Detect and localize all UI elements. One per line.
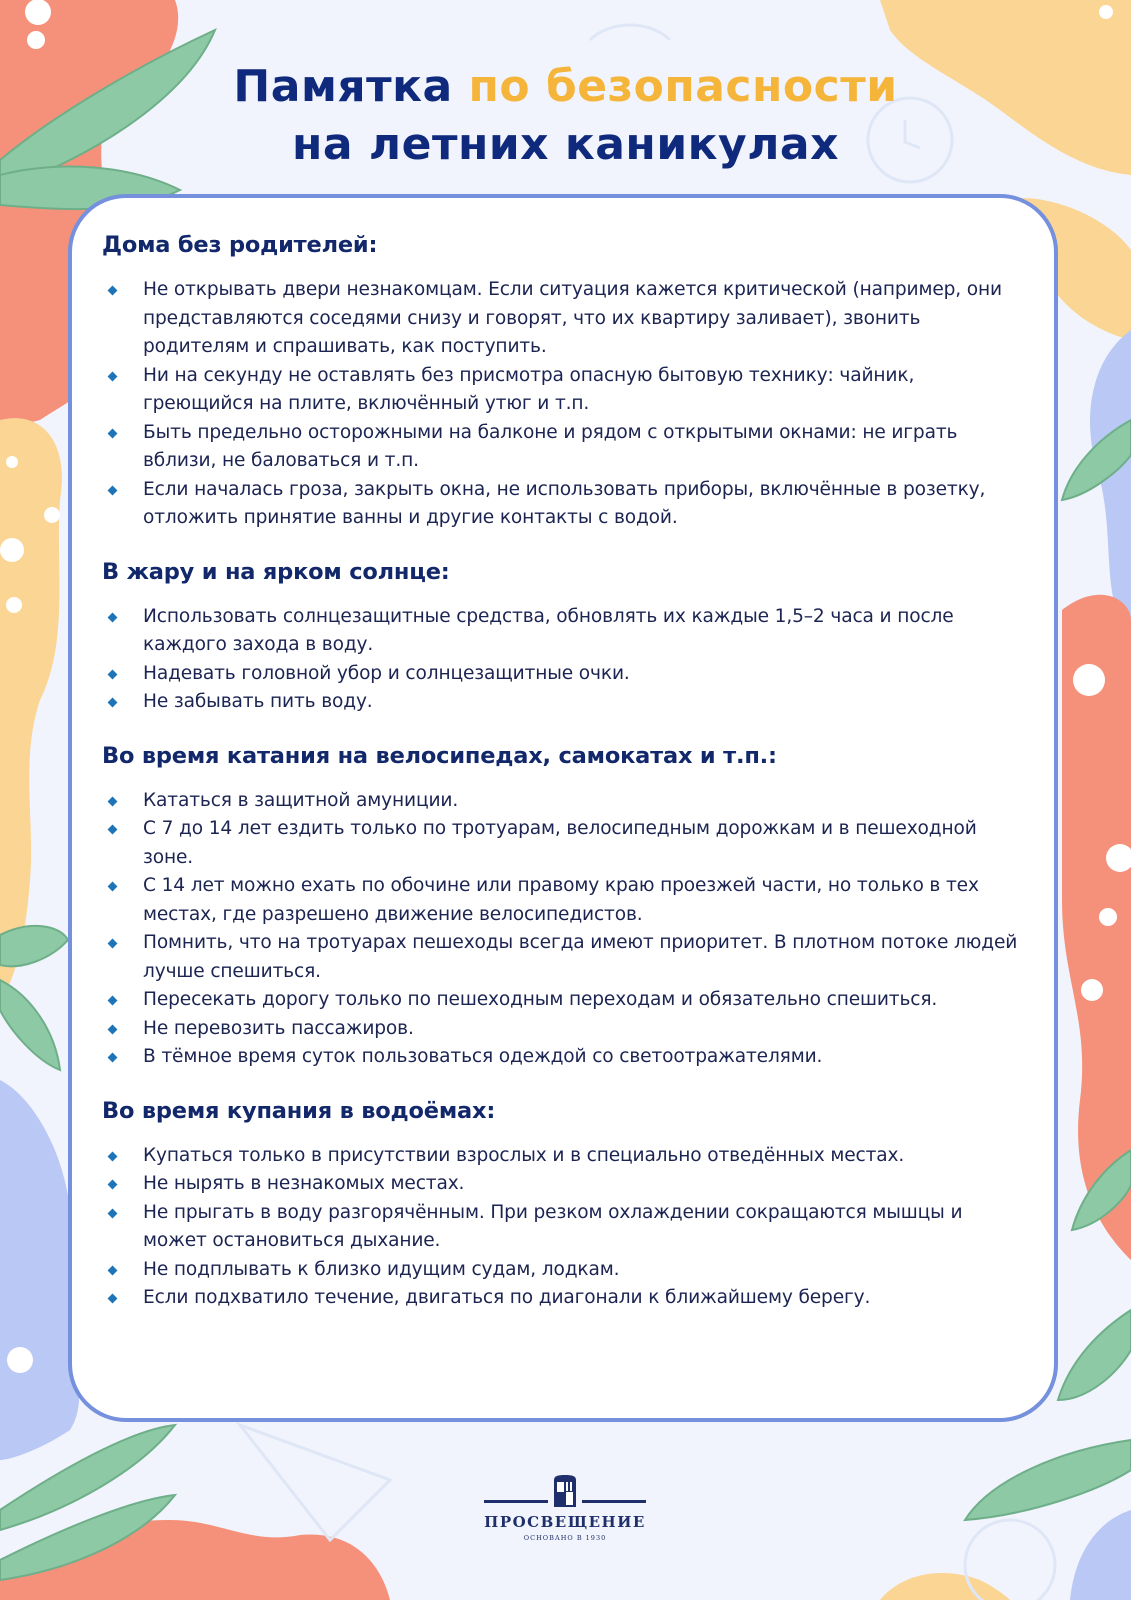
diamond-bullet-icon (108, 371, 118, 381)
leaf-bottom-right-2 (965, 1440, 1131, 1520)
list-item (102, 1284, 1024, 1313)
list-item-text: Если началась гроза, закрыть окна, не использовать приборы, включённые в розетку, отложить принятие ванны и другие контакты с водой. (143, 478, 986, 528)
list-item-text: Не забывать пить воду. (143, 691, 373, 712)
title-accent: по безопасности (468, 61, 898, 112)
list-item (102, 660, 1024, 689)
publisher-logo (484, 1474, 646, 1544)
diamond-bullet-icon (108, 1208, 118, 1218)
list-item-text: Не перевозить пассажиров. (143, 1017, 414, 1039)
diamond-bullet-icon (108, 612, 118, 622)
list-item (102, 1199, 1024, 1256)
leaf-left-middle (0, 926, 68, 966)
publisher-shield-icon (551, 1474, 579, 1508)
section-heading: Дома без родителей: (102, 232, 378, 258)
diamond-bullet-icon (108, 882, 118, 892)
list-item (102, 419, 1024, 476)
list-item (102, 986, 1024, 1015)
list-item-text: Не прыгать в воду разгорячённым. При резком охлаждении сокращаются мышцы и может остановиться дыхание. (143, 1201, 963, 1251)
diamond-bullet-icon (108, 1053, 118, 1063)
list-item-text: Использовать солнцезащитные средства, обновлять их каждые 1,5–2 часа и после каждого захода в воду. (143, 605, 954, 655)
diamond-bullet-icon (108, 1265, 118, 1275)
section-heading: Во время катания на велосипедах, самокатах и т.п.: (102, 742, 777, 769)
list-item-text: Не открывать двери незнакомцам. Если ситуация кажется критической (например, они представляются соседями снизу и говорят, что их квартиру заливает), звонить родителям и спрашивать, как поступить. (143, 279, 1002, 357)
list-item (102, 276, 1024, 362)
diamond-bullet-icon (108, 996, 118, 1006)
page-title (0, 58, 1131, 174)
bullet-list (102, 1142, 1024, 1313)
list-item-text: Кататься в защитной амуниции. (143, 789, 459, 811)
list-item-text: Ни на секунду не оставлять без присмотра опасную бытовую технику: чайник, греющийся на плите, включённый утюг и т.п. (143, 364, 915, 414)
safety-memo-card (68, 194, 1058, 1422)
list-item (102, 1015, 1024, 1044)
list-item-text: С 7 до 14 лет ездить только по тротуарам, велосипедным дорожкам и в пешеходной зоне. (143, 818, 977, 868)
list-item (102, 1170, 1024, 1199)
logo-rule-right (582, 1500, 646, 1503)
leaf-left-lower (0, 980, 60, 1070)
list-item (102, 476, 1024, 533)
list-item-text: Пересекать дорогу только по пешеходным переходам и обязательно спешиться. (143, 989, 938, 1010)
list-item-text: Не подплывать к близко идущим судам, лодкам. (143, 1258, 620, 1280)
section-swimming (102, 1094, 1024, 1313)
list-item (102, 362, 1024, 419)
diamond-bullet-icon (108, 485, 118, 495)
periwinkle-blob-bottom-right (1070, 1510, 1131, 1600)
list-item-text: Быть предельно осторожными на балконе и рядом с открытыми окнами: не играть вблизи, не баловаться и т.п. (143, 421, 958, 471)
diamond-bullet-icon (108, 1151, 118, 1161)
section-home-alone (102, 228, 1024, 533)
list-item-text: С 14 лет можно ехать по обочине или правому краю проезжей части, но только в тех местах, где разрешено движение велосипедистов. (143, 875, 979, 925)
diamond-bullet-icon (108, 1294, 118, 1304)
list-item-text: Купаться только в присутствии взрослых и в специально отведённых местах. (143, 1144, 905, 1166)
diamond-bullet-icon (108, 796, 118, 806)
section-heat-and-sun (102, 555, 1024, 717)
list-item-text: В тёмное время суток пользоваться одеждой со светоотражателями. (143, 1046, 823, 1067)
title-part-1: Памятка (233, 61, 469, 112)
diamond-bullet-icon (108, 1180, 118, 1190)
bullet-list (102, 276, 1024, 533)
list-item (102, 603, 1024, 660)
list-item (102, 929, 1024, 986)
title-line-1 (0, 58, 1131, 116)
list-item-text: Если подхватило течение, двигаться по диагонали к ближайшему берегу. (143, 1287, 871, 1308)
list-item (102, 787, 1024, 816)
list-item-text: Помнить, что на тротуарах пешеходы всегда имеют приоритет. В плотном потоке людей лучше спешиться. (143, 932, 1018, 982)
bullet-list (102, 787, 1024, 1072)
diamond-bullet-icon (108, 428, 118, 438)
section-heading: Во время купания в водоёмах: (102, 1097, 496, 1124)
logo-tagline: ОСНОВАНО В 1930 (523, 1534, 607, 1542)
sand-blob-left (0, 418, 62, 1000)
list-item (102, 815, 1024, 872)
list-item-text: Не нырять в незнакомых местах. (143, 1173, 465, 1194)
diamond-bullet-icon (108, 286, 118, 296)
diamond-bullet-icon (108, 939, 118, 949)
diamond-bullet-icon (108, 698, 118, 708)
title-line-2: на летних каникулах (291, 119, 840, 170)
list-item (102, 1142, 1024, 1171)
sand-blob-bottom (880, 1573, 1010, 1600)
list-item-text: Надевать головной убор и солнцезащитные очки. (143, 662, 630, 684)
logo-name: ПРОСВЕЩЕНИЕ (484, 1513, 646, 1531)
list-item (102, 688, 1024, 717)
section-cycling (102, 739, 1024, 1072)
list-item (102, 1043, 1024, 1072)
diamond-bullet-icon (108, 669, 118, 679)
logo-rule-left (484, 1500, 548, 1503)
list-item (102, 1256, 1024, 1285)
bullet-list (102, 603, 1024, 717)
diamond-bullet-icon (108, 825, 118, 835)
diamond-bullet-icon (108, 1024, 118, 1034)
list-item (102, 872, 1024, 929)
section-heading: В жару и на ярком солнце: (102, 558, 450, 585)
leaf-bottom-right-1 (1058, 1310, 1131, 1400)
